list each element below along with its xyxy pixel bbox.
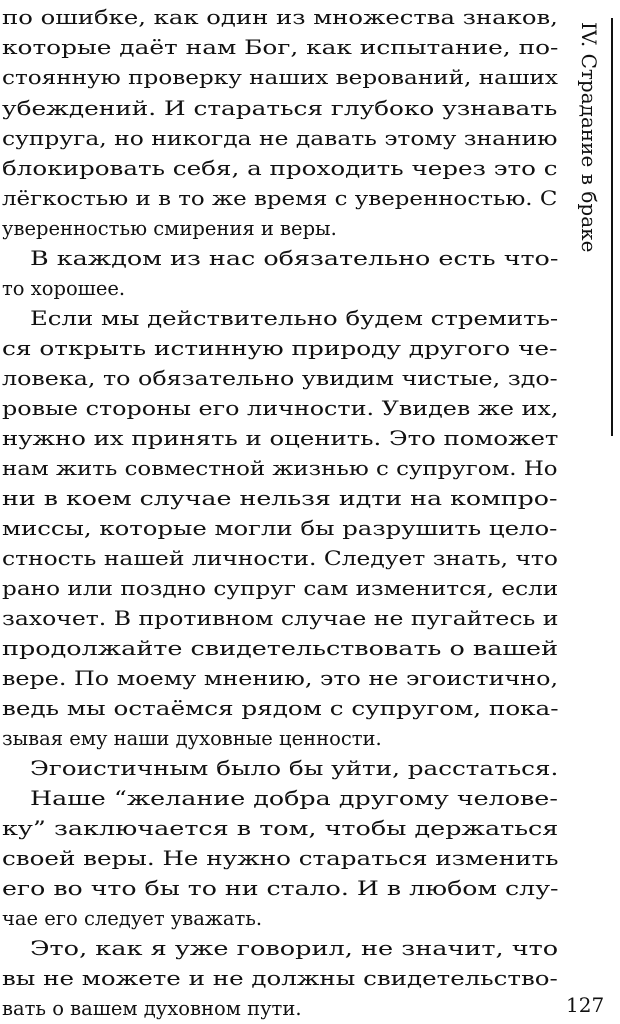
text-line: супруга, но никогда не давать этому знанию — [2, 127, 558, 150]
text-line: которые даёт нам Бог, как испытание, по- — [2, 36, 559, 59]
text-line: лёгкостью и в то же время с уверенностью. С — [2, 187, 558, 210]
text-line: вать о вашем духовном пути. — [2, 997, 302, 1020]
text-line: нужно их принять и оценить. Это поможет — [2, 427, 559, 450]
text-line: нам жить совместной жизнью с супругом. Но — [2, 457, 558, 480]
text-line: продолжайте свидетельствовать о вашей — [2, 637, 559, 660]
text-line: то хорошее. — [2, 277, 126, 300]
text-line: ровые стороны его личности. Увидев же их, — [2, 397, 559, 420]
text-line: рано или поздно супруг сам изменится, если — [2, 577, 559, 600]
text-line: захочет. В противном случае не пугайтесь и — [2, 607, 559, 630]
text-line: стоянную проверку наших верований, наших — [2, 66, 558, 89]
text-line: миссы, которые могли бы разрушить цело- — [2, 517, 558, 540]
text-line: убеждений. И стараться глубоко узнавать — [2, 97, 558, 120]
text-line: своей веры. Не нужно стараться изменить — [2, 847, 559, 870]
text-line: блокировать себя, а проходить через это с — [2, 157, 558, 180]
page-number: 127 — [566, 993, 605, 1017]
running-head — [577, 18, 613, 436]
text-line: Наше “желание добра другому челове- — [30, 787, 558, 810]
text-line: ся открыть истинную природу другого че- — [2, 337, 558, 360]
text-line: его во что бы то ни стало. И в любом слу- — [2, 877, 559, 900]
text-line: вере. По моему мнению, это не эгоистично, — [2, 667, 559, 690]
text-line: Эгоистичным было бы уйти, расстаться. — [30, 757, 559, 780]
text-line: вы не можете и не должны свидетельство- — [2, 967, 558, 990]
text-line: ни в коем случае нельзя идти на компро- — [2, 487, 558, 510]
text-line: ведь мы остаёмся рядом с супругом, пока- — [2, 697, 559, 720]
text-line: чае его следует уважать. — [2, 907, 263, 930]
text-line: В каждом из нас обязательно есть что- — [30, 247, 559, 270]
text-line: ку” заключается в том, чтобы держаться — [2, 817, 559, 840]
running-head-title: IV. Страдание в браке — [577, 22, 601, 253]
text-line: по ошибке, как один из множества знаков, — [2, 6, 558, 29]
text-line: Это, как я уже говорил, не значит, что — [30, 937, 559, 960]
text-line: уверенностью смирения и веры. — [2, 217, 337, 240]
text-line: стность нашей личности. Следует знать, что — [2, 547, 558, 570]
text-line: ловека, то обязательно увидим чистые, здо- — [2, 367, 558, 390]
text-line: Если мы действительно будем стремить- — [30, 307, 559, 330]
text-line: зывая ему наши духовные ценности. — [2, 727, 382, 750]
